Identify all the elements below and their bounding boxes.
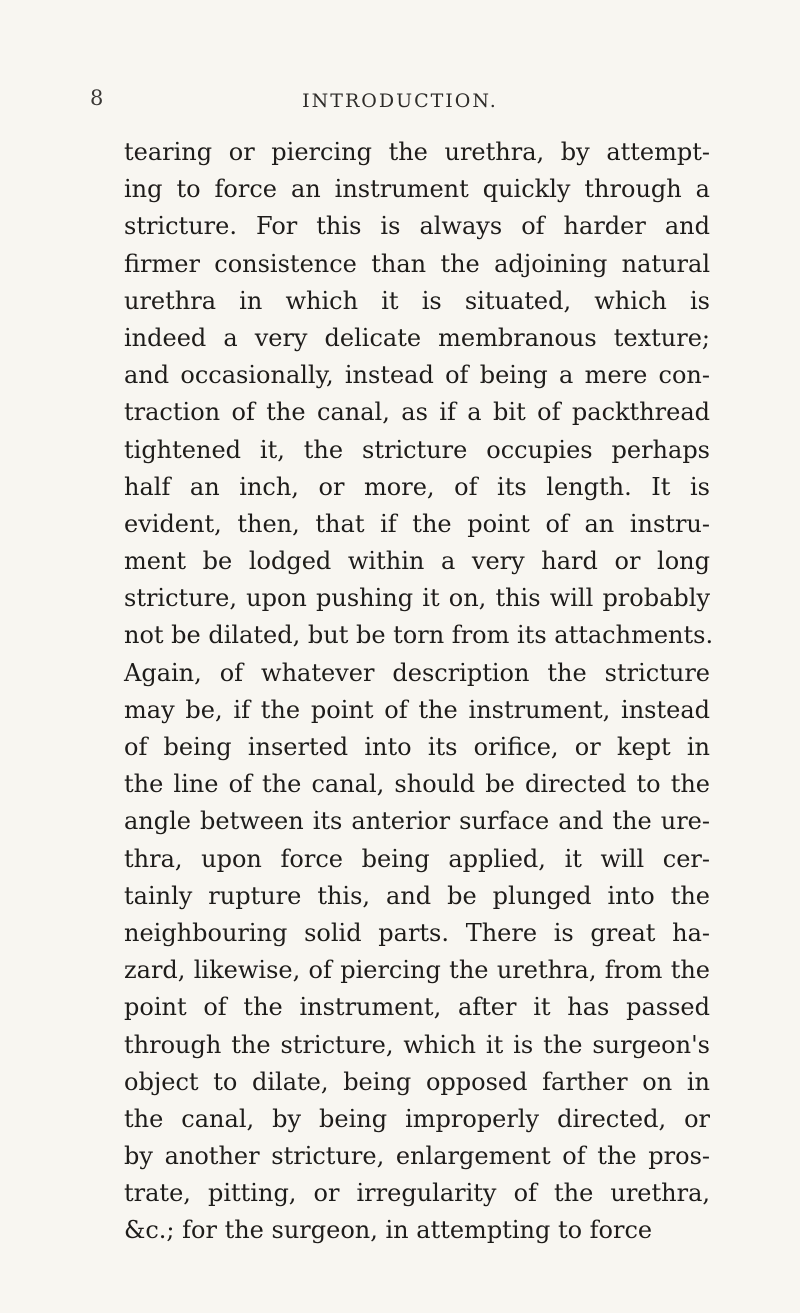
text-line: traction of the canal, as if a bit of packthread [124, 398, 710, 427]
text-line: tightened it, the stricture occupies perhaps [124, 435, 710, 464]
text-line: ment be lodged within a very hard or long [124, 547, 710, 576]
text-line: firmer consistence than the adjoining natural [124, 249, 710, 278]
text-line: stricture. For this is always of harder and [124, 212, 710, 241]
text-line: of being inserted into its orifice, or kept in [124, 733, 710, 761]
text-line: evident, then, that if the point of an instru- [124, 509, 710, 538]
text-line: trate, pitting, or irregularity of the urethra, [124, 1179, 710, 1208]
text-line: &c.; for the surgeon, in attempting to force [124, 1216, 653, 1245]
text-line: thra, upon force being applied, it will cer- [124, 844, 710, 873]
text-line: object to dilate, being opposed farther on in [124, 1067, 710, 1096]
text-line: point of the instrument, after it has passed [124, 993, 710, 1022]
text-line: the canal, by being improperly directed, or [124, 1104, 710, 1133]
text-line: ing to force an instrument quickly through a [124, 175, 710, 204]
text-line: through the stricture, which it is the surgeon's [124, 1030, 710, 1059]
text-line: angle between its anterior surface and the ure- [124, 807, 710, 836]
text-line: and occasionally, instead of being a mere con- [124, 361, 710, 390]
text-line: the line of the canal, should be directed to the [124, 770, 710, 799]
text-line: may be, if the point of the instrument, instead [124, 695, 710, 724]
text-line: tainly rupture this, and be plunged into the [124, 881, 710, 910]
page-number: 8 [90, 86, 104, 110]
text-line: urethra in which it is situated, which is [124, 286, 710, 315]
text-line: neighbouring solid parts. There is great ha- [124, 918, 710, 947]
text-line: not be dilated, but be torn from its attachments. [124, 621, 714, 650]
text-line: Again, of whatever description the stricture [124, 658, 710, 687]
text-line: zard, likewise, of piercing the urethra, from the [124, 956, 710, 985]
text-line: by another stricture, enlargement of the pros- [124, 1142, 710, 1171]
running-head: INTRODUCTION. [302, 90, 498, 112]
text-line: indeed a very delicate membranous texture; [124, 323, 710, 352]
text-line: tearing or piercing the urethra, by attempt- [124, 138, 710, 166]
text-line: stricture, upon pushing it on, this will probably [124, 584, 710, 613]
text-line: half an inch, or more, of its length. It is [124, 472, 710, 501]
body-text [124, 134, 714, 1250]
